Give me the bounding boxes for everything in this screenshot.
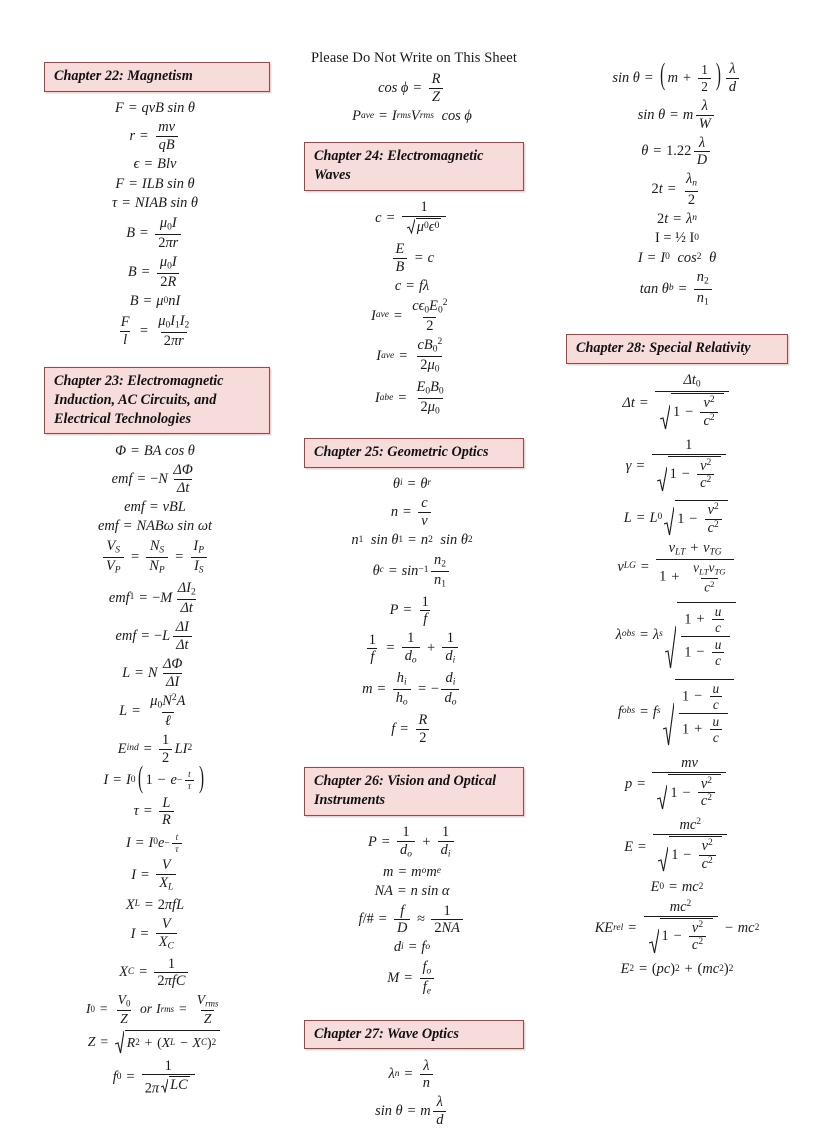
formula: f obs = f s 1 − $\frac{u}{c}$ 1 + $\frac{u}{c}$ [618, 679, 736, 746]
formula: I abe = $\frac{E_0B_0}{2\mu_0}$ [374, 379, 444, 418]
formula: ϵ = Blv [133, 156, 177, 173]
chapter-22-formulas [44, 99, 266, 351]
formula: emf = − N $\frac{\Delta\Phi}{\Delta t}$ [111, 462, 193, 496]
chapter-25-heading: Chapter 25: Geometric Optics [304, 438, 524, 468]
formula: I ave = $\frac{c\epsilon_0E_0^2}{2}$ [371, 297, 448, 334]
formula: emf = vBL [124, 498, 186, 515]
formula: r = $\frac{mv}{qB}$ [129, 120, 180, 152]
formula: I ave = $\frac{cB_0^2}{2\mu_0}$ [376, 337, 443, 375]
formula: NA = n sin α [374, 883, 450, 900]
heading-line: Chapter 24: Electromagnetic [314, 148, 484, 165]
formula: λ obs = λ s 1 + $\frac{u}{c}$ 1 − $\frac{u}{c}$ [616, 602, 739, 669]
formula: p = mv 1 − $\frac{v^2}{c^2}$ [625, 756, 729, 814]
formula: X C = $\frac{1}{\text{2πfC}}$ [119, 957, 191, 989]
formula: 2 t = λ n [657, 210, 697, 227]
chapter-23-continued-formulas [304, 70, 520, 126]
formula: m = $\frac{h_i}{h_o}$ = − $\frac{d_i}{d_o}$ [362, 671, 462, 709]
formula: I = I 0 cos 2 θ [637, 249, 717, 266]
formula: $\frac{E}{B}$ = c [390, 242, 434, 274]
formula: Δt = $\Delta t_0$ 1 − $\frac{v^2}{c^2}$ [622, 373, 731, 433]
column-2 [304, 70, 524, 1130]
formula: P = $\frac{1}{d_o}$ + $\frac{1}{d_i}$ [368, 825, 456, 860]
formula: P = $\frac{1}{f}$ [389, 593, 429, 628]
chapter-28-heading: Chapter 28: Special Relativity [566, 334, 788, 364]
chapter-22-heading: Chapter 22: Magnetism [44, 62, 270, 92]
formula: E = $mc^2$ 1 − $\frac{v^2}{c^2}$ [624, 818, 730, 876]
formula: m = m o m e [383, 863, 441, 880]
chapter-27-heading: Chapter 27: Wave Optics [304, 1020, 524, 1050]
formula: B = $\frac{\mu_0I}{2\pi r}$ [126, 216, 184, 251]
formula: I 0 = $\frac{V_0}{Z}$ or I rms = $\frac{V_{rms}}{Z}$ [85, 992, 219, 1026]
formula: f /# = $\frac{f}{D}$ ≈ $\frac{1}{2NA}$ [359, 904, 466, 936]
chapter-27-formulas [304, 1056, 520, 1130]
formula: 2 t = $\frac{\lambda_n}{2}$ [651, 171, 697, 208]
formula: sin θ = m $\frac{\lambda}{W}$ [638, 99, 717, 131]
column-1 [44, 62, 266, 1099]
heading-line: Electrical Technologies [54, 410, 192, 427]
chapter-27-continued-formulas [566, 60, 788, 310]
formula: d i = f o [393, 939, 431, 956]
formula: τ = NIAB sin θ [112, 195, 198, 212]
formula: E 2 = ( pc ) 2 + ( mc 2 ) 2 [620, 960, 734, 977]
formula: τ = $\frac{L}{R}$ [134, 796, 177, 828]
formula: I = I 0 e − $\frac{t}{\tau}$ [126, 833, 184, 854]
column-3 [566, 60, 788, 979]
chapter-26-formulas [304, 823, 520, 1000]
formula: sin θ = ( m + $\frac{1}{2}$ ) $\frac{\lambda}{d}$ [612, 62, 741, 94]
heading-line: Chapter 23: Electromagnetic [54, 373, 224, 390]
chapter-25-formulas [304, 475, 520, 748]
formula: θ = 1.22 $\frac{\lambda}{D}$ [641, 136, 712, 168]
formula: B = μ 0 nI [129, 293, 181, 310]
formula: c = 1 μ 0 ϵ 0 [375, 200, 449, 238]
formula: Φ = BA cos θ [115, 442, 195, 459]
formula: KE rel = $mc^2$ 1 − $\frac{v^2}{c^2}$ − mc 2 [595, 900, 760, 958]
formula: sin θ = m $\frac{\lambda}{d}$ [375, 1095, 449, 1127]
formula: f 0 = 1 2π LC [113, 1059, 198, 1097]
formula: M = $\frac{f_o}{f_e}$ [387, 960, 436, 998]
formula: v LG = $v_{LT} + v_{TG}$ 1 + $\frac{v_{LT}v_{TG}}{c^2}$ [617, 541, 736, 594]
formula: γ = 1 1 − $\frac{v^2}{c^2}$ [626, 438, 728, 496]
formula: emf = NABω sin ωt [98, 518, 212, 535]
heading-line: Waves [314, 166, 351, 183]
heading-line: Instruments [314, 792, 385, 809]
formula: E ind = $\frac{1}{2}$ LI 2 [117, 732, 193, 766]
formula: F = qvB sin θ [115, 99, 195, 116]
formula: L = L 0 1 − $\frac{v^2}{c^2}$ [624, 500, 731, 536]
formula: emf = − L $\frac{\Delta I}{\Delta t}$ [116, 620, 195, 652]
formula: emf 1 = − M $\frac{\Delta I_2}{\Delta t}$ [108, 579, 196, 617]
formula: θ i = θ r [392, 475, 432, 492]
formula: I = $\frac{V}{X_L}$ [131, 858, 179, 893]
formula: I = I 0 ( 1 − e − $\frac{t}{\tau}$ ) [103, 762, 205, 796]
chapter-23-formulas [44, 441, 266, 1098]
heading-line: Chapter 26: Vision and Optical [314, 773, 497, 790]
formula: tan θ b = $\frac{n_2}{n_1}$ [640, 270, 714, 308]
formula: F = ILB sin θ [115, 175, 195, 192]
formula: $\frac{V_S}{V_P}$ = $\frac{N_S}{N_P}$ = $\frac{I_P}{I_S}$ [100, 539, 209, 577]
formula: n = $\frac{c}{v}$ [391, 496, 433, 528]
formula: θ c = sin −1 $\frac{n_2}{n_1}$ [373, 553, 452, 591]
formula: n 1 sin θ 1 = n 2 sin θ 2 [351, 532, 473, 549]
chapter-23-heading [44, 367, 270, 434]
formula: λ n = $\frac{\lambda}{n}$ [389, 1059, 436, 1091]
formula: B = $\frac{\mu_0I}{2R}$ [128, 255, 182, 290]
formula: I = $\frac{V}{X_C}$ [131, 917, 180, 952]
chapter-24-heading [304, 142, 524, 190]
formula: E 0 = mc 2 [650, 879, 704, 896]
formula: L = N $\frac{\Delta\Phi}{\Delta I}$ [122, 656, 183, 690]
formula: Z = R 2 + ( X L − X C ) 2 [88, 1030, 222, 1054]
page-title: Please Do Not Write on This Sheet [311, 50, 517, 66]
chapter-28-formulas [566, 371, 788, 979]
heading-line: Induction, AC Circuits, and [54, 391, 217, 408]
chapter-26-heading [304, 767, 524, 815]
formula: $\frac{1}{f}$ = $\frac{1}{d_o}$ + $\frac{1}{d_i}$ [363, 631, 460, 666]
formula: I = ½ I 0 [654, 230, 700, 247]
formula: c = fλ [394, 278, 430, 295]
formula: cos ϕ = $\frac{R}{Z}$ [378, 72, 446, 104]
formula: L = $\frac{\mu_0N^2A}{\text{ℓ}}$ [119, 692, 186, 730]
formula: f = $\frac{R}{2}$ [391, 713, 433, 745]
chapter-24-formulas [304, 198, 520, 420]
formula: P ave = I rms V rms cos ϕ [352, 107, 472, 124]
formula: X L = 2 πfL [125, 896, 185, 913]
formula: $\frac{F}{l}$ = $\frac{\mu_0I_1I_2}{2\pi r}$ [120, 312, 190, 350]
